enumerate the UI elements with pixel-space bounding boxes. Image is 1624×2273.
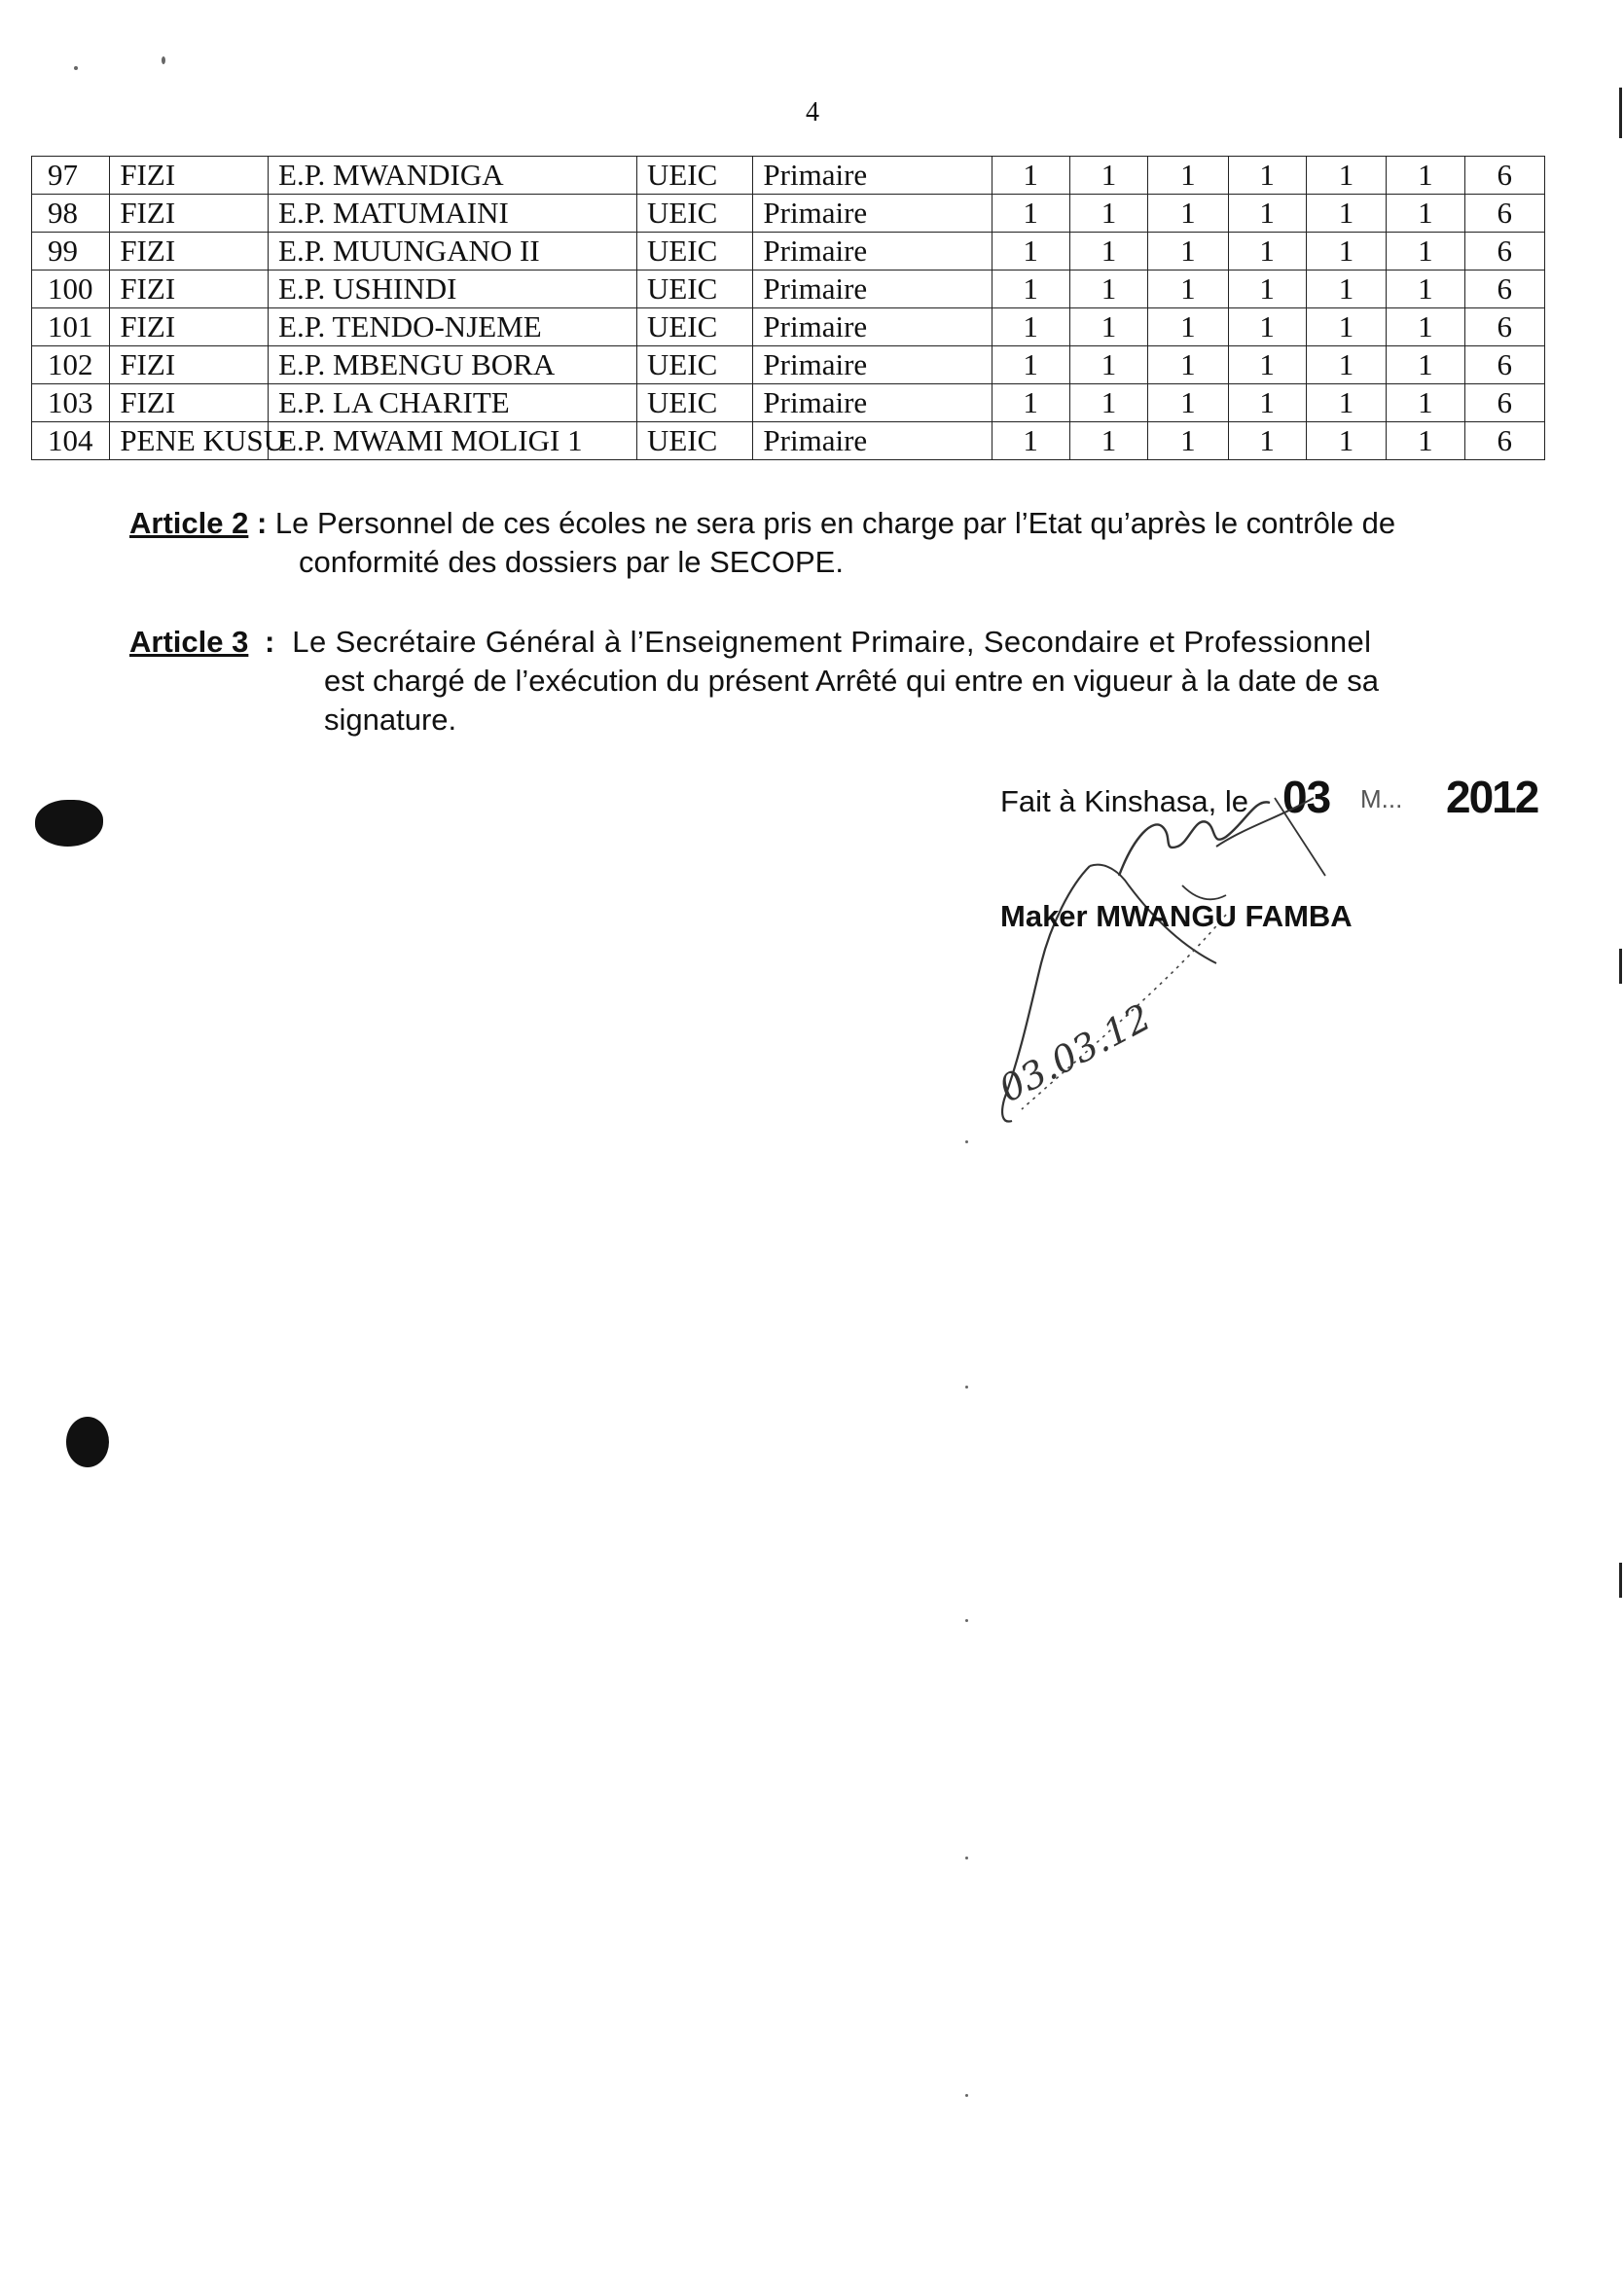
article-3-text-line-1: Le Secrétaire Général à l’Enseignement Primaire, Secondaire et Professionnel <box>292 625 1372 659</box>
total-count: 6 <box>1464 422 1545 460</box>
table-body <box>32 157 1545 460</box>
class-count-4: 1 <box>1228 233 1306 271</box>
scan-edge-mark <box>1619 949 1622 984</box>
school-name-cell: E.P. MATUMAINI <box>269 195 637 233</box>
table-row <box>32 157 1545 195</box>
scan-edge-mark <box>1619 88 1622 138</box>
school-name-cell: E.P. LA CHARITE <box>269 384 637 422</box>
table-row <box>32 308 1545 346</box>
class-count-1: 1 <box>992 422 1069 460</box>
scan-speck <box>162 56 165 64</box>
class-count-3: 1 <box>1148 384 1228 422</box>
handwritten-date: 03.03.12 <box>992 995 1158 1111</box>
class-count-5: 1 <box>1306 422 1386 460</box>
class-count-1: 1 <box>992 346 1069 384</box>
management-cell: UEIC <box>636 271 752 308</box>
class-count-5: 1 <box>1306 384 1386 422</box>
table-row <box>32 384 1545 422</box>
class-count-4: 1 <box>1228 346 1306 384</box>
school-name-cell: E.P. MWAMI MOLIGI 1 <box>269 422 637 460</box>
scan-speck <box>965 1857 968 1859</box>
class-count-2: 1 <box>1069 157 1147 195</box>
class-count-1: 1 <box>992 384 1069 422</box>
school-name-cell: E.P. MBENGU BORA <box>269 346 637 384</box>
territory-cell: FIZI <box>110 157 269 195</box>
class-count-5: 1 <box>1306 308 1386 346</box>
article-2-text-line-2: conformité des dossiers par le SECOPE. <box>299 545 844 579</box>
punch-hole-top <box>35 800 103 847</box>
total-count: 6 <box>1464 233 1545 271</box>
date-stamp-month: M... <box>1360 784 1403 813</box>
table-row <box>32 271 1545 308</box>
article-2-label: Article 2 <box>129 506 249 540</box>
row-number: 103 <box>32 384 110 422</box>
class-count-3: 1 <box>1148 422 1228 460</box>
total-count: 6 <box>1464 308 1545 346</box>
class-count-6: 1 <box>1387 346 1464 384</box>
date-stamp-year: 2012 <box>1446 772 1538 822</box>
class-count-3: 1 <box>1148 346 1228 384</box>
scan-speck <box>74 66 78 70</box>
class-count-4: 1 <box>1228 271 1306 308</box>
table-row <box>32 346 1545 384</box>
class-count-1: 1 <box>992 195 1069 233</box>
punch-hole-bottom <box>66 1417 109 1467</box>
class-count-1: 1 <box>992 157 1069 195</box>
row-number: 97 <box>32 157 110 195</box>
article-2-separator: : <box>256 506 268 540</box>
article-3-separator: : <box>264 625 275 659</box>
class-count-6: 1 <box>1387 233 1464 271</box>
management-cell: UEIC <box>636 233 752 271</box>
level-cell: Primaire <box>753 195 992 233</box>
class-count-2: 1 <box>1069 271 1147 308</box>
scan-speck <box>965 2094 968 2097</box>
class-count-2: 1 <box>1069 195 1147 233</box>
place-date-prefix: Fait à Kinshasa, le <box>1000 784 1249 818</box>
article-3-line-1 <box>129 623 1511 662</box>
territory-cell: FIZI <box>110 195 269 233</box>
handwritten-signature <box>934 778 1401 1168</box>
territory-cell: FIZI <box>110 308 269 346</box>
class-count-3: 1 <box>1148 157 1228 195</box>
school-name-cell: E.P. TENDO-NJEME <box>269 308 637 346</box>
class-count-2: 1 <box>1069 233 1147 271</box>
article-2-text-line-1: Le Personnel de ces écoles ne sera pris en charge par l’Etat qu’après le contrôle de <box>274 506 1396 540</box>
class-count-4: 1 <box>1228 422 1306 460</box>
class-count-6: 1 <box>1387 271 1464 308</box>
territory-cell: FIZI <box>110 346 269 384</box>
class-count-3: 1 <box>1148 308 1228 346</box>
total-count: 6 <box>1464 157 1545 195</box>
class-count-1: 1 <box>992 308 1069 346</box>
class-count-5: 1 <box>1306 271 1386 308</box>
level-cell: Primaire <box>753 346 992 384</box>
territory-cell: FIZI <box>110 233 269 271</box>
class-count-5: 1 <box>1306 195 1386 233</box>
class-count-5: 1 <box>1306 157 1386 195</box>
class-count-2: 1 <box>1069 346 1147 384</box>
level-cell: Primaire <box>753 384 992 422</box>
class-count-5: 1 <box>1306 233 1386 271</box>
class-count-4: 1 <box>1228 195 1306 233</box>
class-count-6: 1 <box>1387 157 1464 195</box>
total-count: 6 <box>1464 195 1545 233</box>
signatory-name: Maker MWANGU FAMBA <box>1000 899 1353 933</box>
row-number: 104 <box>32 422 110 460</box>
row-number: 98 <box>32 195 110 233</box>
table-row <box>32 195 1545 233</box>
class-count-6: 1 <box>1387 308 1464 346</box>
class-count-6: 1 <box>1387 384 1464 422</box>
class-count-3: 1 <box>1148 233 1228 271</box>
class-count-4: 1 <box>1228 157 1306 195</box>
class-count-5: 1 <box>1306 346 1386 384</box>
scan-edge-mark <box>1619 1563 1622 1598</box>
class-count-4: 1 <box>1228 384 1306 422</box>
class-count-2: 1 <box>1069 308 1147 346</box>
article-2-line-2 <box>129 543 1511 582</box>
class-count-6: 1 <box>1387 422 1464 460</box>
territory-cell: FIZI <box>110 271 269 308</box>
level-cell: Primaire <box>753 308 992 346</box>
level-cell: Primaire <box>753 233 992 271</box>
management-cell: UEIC <box>636 422 752 460</box>
total-count: 6 <box>1464 384 1545 422</box>
scan-speck <box>965 1386 968 1389</box>
level-cell: Primaire <box>753 271 992 308</box>
class-count-3: 1 <box>1148 271 1228 308</box>
class-count-1: 1 <box>992 271 1069 308</box>
class-count-1: 1 <box>992 233 1069 271</box>
class-count-2: 1 <box>1069 384 1147 422</box>
management-cell: UEIC <box>636 195 752 233</box>
row-number: 101 <box>32 308 110 346</box>
article-3-line-2 <box>129 662 1511 701</box>
schools-table <box>31 156 1545 460</box>
class-count-2: 1 <box>1069 422 1147 460</box>
territory-cell: PENE KUSU <box>110 422 269 460</box>
management-cell: UEIC <box>636 308 752 346</box>
management-cell: UEIC <box>636 384 752 422</box>
management-cell: UEIC <box>636 157 752 195</box>
table-row <box>32 422 1545 460</box>
article-3-line-3 <box>129 701 1511 740</box>
page-number: 4 <box>806 97 819 127</box>
class-count-3: 1 <box>1148 195 1228 233</box>
article-3-text-line-3: signature. <box>324 703 457 737</box>
school-name-cell: E.P. MWANDIGA <box>269 157 637 195</box>
row-number: 102 <box>32 346 110 384</box>
total-count: 6 <box>1464 346 1545 384</box>
row-number: 100 <box>32 271 110 308</box>
article-3-label: Article 3 <box>129 625 249 659</box>
article-3-text-line-2: est chargé de l’exécution du présent Arrêté qui entre en vigueur à la date de sa <box>324 664 1379 698</box>
total-count: 6 <box>1464 271 1545 308</box>
row-number: 99 <box>32 233 110 271</box>
level-cell: Primaire <box>753 422 992 460</box>
class-count-6: 1 <box>1387 195 1464 233</box>
scan-speck <box>965 1619 968 1622</box>
scan-speck <box>965 1140 968 1143</box>
article-2-line-1 <box>129 504 1511 543</box>
school-name-cell: E.P. MUUNGANO II <box>269 233 637 271</box>
date-stamp-day: 03 <box>1282 772 1331 822</box>
school-name-cell: E.P. USHINDI <box>269 271 637 308</box>
territory-cell: FIZI <box>110 384 269 422</box>
article-3 <box>129 623 1511 740</box>
table-row <box>32 233 1545 271</box>
management-cell: UEIC <box>636 346 752 384</box>
class-count-4: 1 <box>1228 308 1306 346</box>
article-2 <box>129 504 1511 582</box>
level-cell: Primaire <box>753 157 992 195</box>
